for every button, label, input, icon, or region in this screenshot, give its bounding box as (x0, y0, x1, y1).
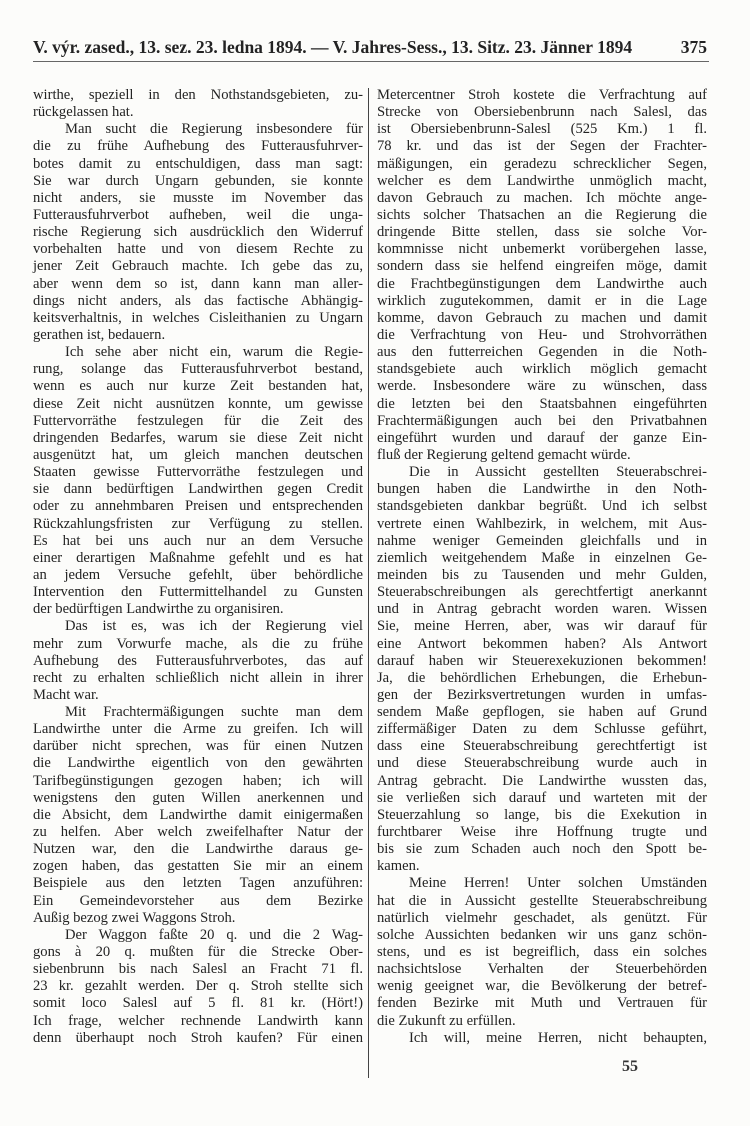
text-line: die Landwirthe eigentlich von den gewährten (33, 755, 363, 772)
text-line: dringenden Bedarfes, warum sie diese Zeit nicht (33, 429, 363, 446)
text-line: wirthe, speziell in den Nothstandsgebieten, zu- (33, 87, 363, 103)
text-line: standsgebiete auch wirklich möglich gemacht (377, 361, 707, 378)
text-line: dings nicht anders, als das factische Abhängig- (33, 292, 363, 309)
text-line: welcher es dem Landwirthe unmöglich macht, (377, 172, 707, 189)
text-line: recht zu erhalten schließlich nicht allein in ihrer (33, 669, 363, 686)
text-line: 23 kr. gezahlt werden. Der q. Stroh stellte sich (33, 978, 363, 995)
text-line: Steuerzahlung so lange, bis die Exekution in (377, 806, 707, 823)
text-line: Es hat bei uns auch nur an dem Versuche (33, 532, 363, 549)
text-column-left (33, 87, 363, 1047)
text-line: Das ist es, was ich der Regierung viel (65, 618, 363, 635)
text-line: komme, davon Gebrauch zu machen und damit (377, 309, 707, 326)
text-line: zogen haben, das gestatten Sie mir an einem (33, 858, 363, 875)
text-line: eingeführt wurden und darauf der ganze Ein- (377, 429, 707, 446)
text-line: Futtervorräthe festzulegen für die Zeit des (33, 412, 363, 429)
text-line: meinden bis zu Tausenden und mehr Gulden, (377, 566, 707, 583)
text-line: eine Antwort bekommen haben? Als Antwort (377, 635, 707, 652)
header-title: V. výr. zased., 13. sez. 23. ledna 1894. — V. Jahres-Sess., 13. Sitz. 23. Jänner 1894 (33, 37, 633, 57)
text-line: vertrete einen Wahlbezirk, in welchem, mit Aus- (377, 515, 707, 532)
text-line: und in Antrag gebracht worden waren. Wissen (377, 601, 707, 618)
text-line: Frachtermäßigungen auch bei den Privatbahnen (377, 412, 707, 429)
text-line: nachsichtslose Verhalten der Steuerbehörden (377, 961, 707, 978)
text-line: sie verließen sich darauf und warteten mit der (377, 789, 707, 806)
text-line: ausgenützt hat, um gleich manchen deutschen (33, 446, 363, 463)
text-line: Ja, die behördlichen Erhebungen, die Erhebun- (377, 669, 707, 686)
text-line: Rückzahlungsfristen zur Verfügung zu stellen. (33, 515, 363, 532)
text-line: nicht anders, sie musste im November das (33, 189, 363, 206)
text-line: Staaten gewisse Futtervorräthe festzulegen und (33, 464, 363, 481)
text-line: Die in Aussicht gestellten Steuerabschrei- (409, 464, 707, 481)
text-line: Steuerabschreibungen als gerechtfertigt anerkannt (377, 584, 707, 601)
text-line: kamen. (377, 858, 420, 875)
text-line: wenigstens den guten Willen anerkennen und (33, 789, 363, 806)
text-line: Aufhebung des Futterausfuhrverbotes, das auf (33, 652, 363, 669)
text-line: jener Zeit Gebrauch machte. Ich gebe das zu, (33, 258, 363, 275)
text-line: einer derartigen Maßnahme gefehlt und es hat (33, 549, 363, 566)
text-line: kommnisse nicht unbemerkt vorübergehen lasse, (377, 241, 707, 258)
text-line: Macht war. (33, 686, 99, 703)
text-line: die letzten bei den Staatsbahnen eingeführten (377, 395, 707, 412)
text-line: ist Obersiebenbrunn-Salesl (525 Km.) 1 fl. (377, 121, 707, 138)
text-line: der bedürftigen Landwirthe zu organisiren. (33, 601, 284, 618)
text-line: Ein Gemeindevorsteher aus dem Bezirke (33, 892, 363, 909)
text-line: die Absicht, dem Landwirthe damit einigermaßen (33, 806, 363, 823)
text-line: dringende Bitte stellen, dass sie solche Vor- (377, 224, 707, 241)
text-line: botes damit zu entschuldigen, dass man sagt: (33, 155, 363, 172)
text-line: Intervention den Futtermittelhandel zu Gunsten (33, 584, 363, 601)
text-line: Sie, meine Herren, aber, was wir darauf für (377, 618, 707, 635)
text-line: hat die in Aussicht gestellte Steuerabschreibung (377, 892, 707, 909)
text-line: somit loco Salesl auf 5 fl. 81 kr. (Hört!) (33, 995, 363, 1012)
text-line: rückgelassen hat. (33, 104, 134, 121)
text-line: Ich will, meine Herren, nicht behaupten, (409, 1029, 707, 1046)
text-line: wenig geeignet war, die Bevölkerung der betref- (377, 978, 707, 995)
text-line: fenden Bezirke mit Muth und Vertrauen für (377, 995, 707, 1012)
text-line: die Frachtbegünstigungen dem Landwirthe auch (377, 275, 707, 292)
text-line: Man sucht die Regierung insbesondere für (65, 121, 363, 138)
text-column-right (377, 87, 707, 1047)
text-line: gons à 20 q. mußten für die Strecke Ober- (33, 944, 363, 961)
text-line: davon Gebrauch zu machen. Ich möchte ange- (377, 189, 707, 206)
text-line: Ich frage, welcher rechnende Landwirth kann (33, 1012, 363, 1029)
text-line: fluß der Regierung geltend gemacht würde. (377, 446, 631, 463)
text-line: Antrag gebracht. Die Landwirthe wussten das, (377, 772, 707, 789)
text-line: ziemlich weitgehendem Maße in einzelnen Ge- (377, 549, 707, 566)
text-line: an jedem Versuche gefehlt, über behördliche (33, 566, 363, 583)
text-line: ziffermäßiger Daten zu dem Schlusse geführt, (377, 721, 707, 738)
text-line: diese Zeit nicht ausnützen konnte, um gewisse (33, 395, 363, 412)
text-line: werde. Insbesondere wäre zu wünschen, dass (377, 378, 707, 395)
text-line: wirklich zugutekommen, damit er in die Lage (377, 292, 707, 309)
text-line: die Zukunft zu erfüllen. (377, 1012, 516, 1029)
text-line: denn überhaupt noch Stroh kaufen? Für einen (33, 1029, 363, 1046)
text-line: aus den futterreichen Gegenden in die Noth- (377, 344, 707, 361)
text-line: die zu frühe Aufhebung des Futterausfuhrver- (33, 138, 363, 155)
text-line: stens, und es ist begreiflich, dass ein solches (377, 944, 707, 961)
text-line: Mit Frachtermäßigungen suchte man dem (65, 704, 363, 721)
text-line: solche Aussichten bedanken wir uns ganz schön- (377, 926, 707, 943)
text-line: dass eine Steuerabschreibung gerechtfertigt ist (377, 738, 707, 755)
text-line: sichts solcher Thatsachen an die Regierung die (377, 206, 707, 223)
text-line: keitsverhaltnis, in welches Cisleithanien zu Ungarn (33, 309, 363, 326)
text-line: natürlich vielmehr geschadet, als genützt. Für (377, 909, 707, 926)
text-line: sondern dass sie helfend eingreifen möge, damit (377, 258, 707, 275)
text-line: sendem Maße gepflogen, sie haben auf Grund (377, 704, 707, 721)
text-line: und diese Steuerabschreibung wurde auch in (377, 755, 707, 772)
text-line: oder zu annehmbaren Preisen und entsprechenden (33, 498, 363, 515)
text-line: Tarifbegünstigungen gezogen haben; ich will (33, 772, 363, 789)
text-line: Futterausfuhrverbot aufheben, weil die unga- (33, 206, 363, 223)
header-rule (33, 61, 709, 62)
text-line: rung, solange das Futterausfuhrverbot bestand, (33, 361, 363, 378)
page-number: 375 (680, 37, 707, 57)
text-line: Meine Herren! Unter solchen Umständen (409, 875, 707, 892)
text-line: siebenbrunn bis nach Salesl an Fracht 71 fl. (33, 961, 363, 978)
text-line: bis sie zum Schaden auch noch den Spott be- (377, 841, 707, 858)
text-line: furchtbarer Weise ihre Hoffnung trugte und (377, 824, 707, 841)
text-line: mäßigungen, ein geradezu schrecklicher Segen, (377, 155, 707, 172)
text-line: Nutzen war, den die Landwirthe daraus ge- (33, 841, 363, 858)
column-divider (368, 88, 369, 1078)
signature-mark: 55 (622, 1058, 638, 1075)
text-line: bungen haben die Landwirthe in den Noth- (377, 481, 707, 498)
text-line: zu helfen. Aber welch zweifelhafter Natur der (33, 824, 363, 841)
text-line: nahme weniger Gemeinden gleichfalls und in (377, 532, 707, 549)
text-line: Metercentner Stroh kostete die Verfrachtung auf (377, 87, 707, 103)
text-line: sie dann bedürftigen Landwirthen gegen Credit (33, 481, 363, 498)
text-line: mehr zum Vorwurfe mache, als die zu frühe (33, 635, 363, 652)
text-line: Landwirthe unter die Arme zu greifen. Ich will (33, 721, 363, 738)
text-line: Beispiele aus den letzten Tagen anzuführen: (33, 875, 363, 892)
text-line: darüber nicht sprechen, was für einen Nutzen (33, 738, 363, 755)
text-line: Der Waggon faßte 20 q. und die 2 Wag- (65, 926, 363, 943)
running-header (33, 34, 707, 58)
text-line: gen der Bezirksvertretungen wurden in umfas- (377, 686, 707, 703)
text-line: wenn es auch nur kurze Zeit bestanden hat, (33, 378, 363, 395)
text-line: darauf haben wir Steuerexekuzionen bekommen! (377, 652, 707, 669)
text-line: 78 kr. und das ist der Segen der Frachter- (377, 138, 707, 155)
text-line: Strecke von Obersiebenbrunn nach Salesl, das (377, 104, 707, 121)
text-line: rische Regierung sich ausdrücklich den Widerruf (33, 224, 363, 241)
text-line: aber wenn dem so ist, dann kann man aller- (33, 275, 363, 292)
text-line: gerathen ist, bedauern. (33, 326, 166, 343)
text-line: die Verfrachtung von Heu- und Strohvorräthen (377, 326, 707, 343)
text-line: Sie war durch Ungarn gebunden, sie konnte (33, 172, 363, 189)
text-line: standsgebieten dankbar begrüßt. Und ich selbst (377, 498, 707, 515)
text-line: Außig bezog zwei Waggons Stroh. (33, 909, 236, 926)
text-line: vorbehalten hatte und von diesem Rechte zu (33, 241, 363, 258)
text-line: Ich sehe aber nicht ein, warum die Regie- (65, 344, 363, 361)
